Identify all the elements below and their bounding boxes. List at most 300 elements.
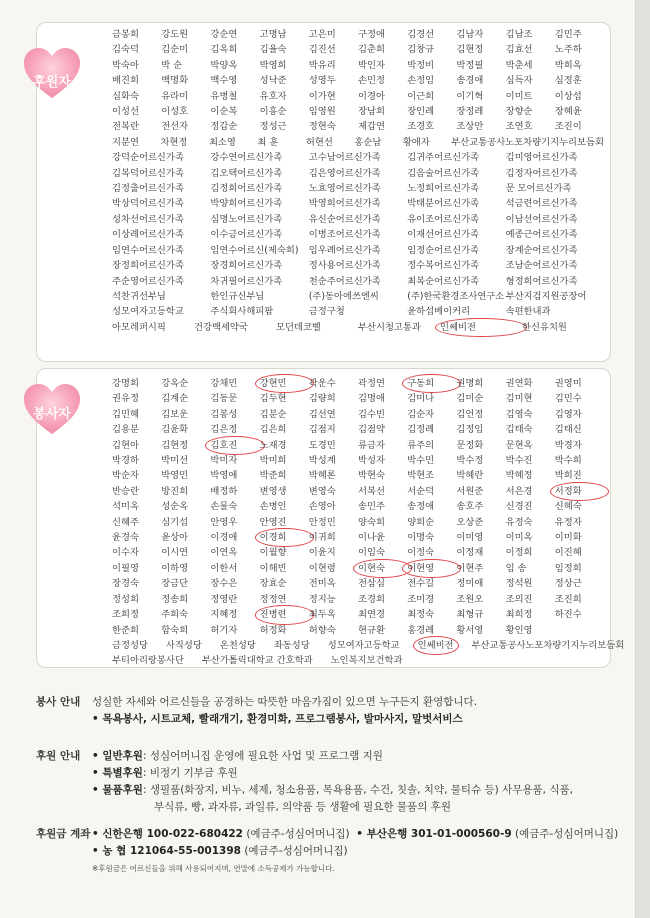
list-row — [112, 258, 604, 273]
list-item: 장효순 — [259, 578, 287, 590]
general-text: : 성심어머니집 운영에 필요한 사업 및 프로그램 지원 — [142, 750, 383, 762]
list-item: 정사용어르신가족 — [308, 260, 381, 272]
list-item: 정정연 — [259, 593, 287, 605]
donation-info — [36, 748, 573, 816]
list-item: 김창규 — [407, 44, 435, 56]
list-item: 인쎄비전 — [440, 320, 522, 335]
list-item: 이순복 — [210, 106, 238, 118]
list-item: 이미영 — [456, 532, 484, 544]
list-item: 김옥희 — [210, 44, 238, 56]
list-item: 조원오 — [456, 593, 484, 605]
goods-text-2: 부식류, 빵, 과자류, 과일류, 의약품 등 생활에 필요한 물품의 후원 — [154, 801, 451, 813]
list-row — [112, 150, 604, 165]
list-item: 장정희어르신가족 — [112, 260, 184, 272]
list-item: 박경자 — [554, 439, 582, 451]
list-item: 이미옥 — [505, 532, 533, 544]
bank2-holder: (예금주-성심어머니집) — [514, 828, 619, 840]
list-item: 임우례어르신가족 — [308, 244, 381, 256]
list-item: 인쎄비전 — [418, 638, 454, 653]
list-item: 조상만 — [456, 121, 484, 133]
list-item: 정수복어르신가족 — [407, 260, 480, 272]
list-item: 박혜론 — [308, 470, 336, 482]
list-item: 백명화 — [161, 75, 189, 87]
list-item: 이미화 — [554, 532, 582, 544]
list-item: 신혜주 — [112, 516, 139, 528]
list-item: 김민수 — [554, 393, 582, 405]
list-item: 윤경숙 — [112, 532, 139, 544]
list-row — [112, 196, 604, 211]
list-item: 김오택어르신가족 — [210, 167, 283, 179]
bank3-holder: (예금주-성심어머니집) — [244, 845, 348, 857]
list-item: 류주의 — [407, 439, 435, 451]
list-item: 주식회사해피팜 — [210, 306, 274, 318]
list-item: 김현정 — [161, 439, 189, 451]
list-item: 진병련 — [260, 607, 309, 622]
special-text: : 비정기 기부금 후원 — [142, 767, 238, 779]
bank3: • 농 협 121064-55-001398 — [92, 845, 241, 857]
list-item: 도경민 — [308, 439, 336, 451]
list-item: 문현옥 — [505, 439, 533, 451]
list-item: 박희진 — [554, 470, 582, 482]
list-item: 송정애 — [407, 501, 435, 513]
list-row — [112, 576, 604, 591]
list-row — [112, 391, 604, 406]
list-item: 권영미 — [554, 378, 582, 389]
list-row — [112, 212, 604, 227]
list-item: 김태숙 — [505, 424, 533, 436]
list-item: 김미영어르신가족 — [505, 152, 578, 164]
list-row — [112, 438, 604, 453]
list-row — [112, 638, 625, 653]
list-item: 변영숙 — [308, 485, 336, 497]
list-item: 온천성당 — [219, 639, 256, 651]
list-row — [112, 468, 604, 483]
list-item: 윤하섭베이커리 — [407, 306, 471, 318]
list-item: 유호자 — [259, 90, 287, 102]
list-item: 정미애 — [456, 578, 484, 590]
list-row — [112, 73, 604, 88]
list-item: 금봉희 — [112, 29, 139, 40]
list-row — [112, 42, 604, 57]
list-item: 박경하 — [112, 455, 139, 467]
volunteer-info — [36, 694, 477, 728]
list-item: 차현정 — [160, 136, 188, 148]
list-row — [112, 304, 604, 319]
list-row — [112, 227, 604, 242]
list-item: 최복순어르신가족 — [407, 275, 480, 287]
list-item: 부산교통공사노포차량기지누리보듬회 — [471, 639, 625, 651]
list-item: 유정자 — [554, 516, 582, 528]
list-item: 이가현 — [308, 90, 336, 102]
list-item: 유이조어르신가족 — [407, 213, 480, 225]
list-item: 박상덕어르신가족 — [112, 198, 184, 210]
list-row — [112, 27, 604, 42]
list-item: 조경희 — [358, 593, 385, 605]
list-row — [112, 623, 604, 638]
list-item: 조연호 — [505, 121, 533, 133]
list-item: 임연수어르신(제숙희) — [210, 244, 299, 256]
list-item: 홍순남 — [354, 136, 382, 148]
list-item: 장남희 — [358, 106, 385, 118]
list-item: 이병조어르신가족 — [308, 229, 381, 241]
list-item: 서순덕 — [407, 485, 435, 497]
list-item: 하진수 — [554, 609, 582, 621]
list-item: 안영진 — [259, 516, 287, 528]
list-item: 이경아 — [358, 90, 385, 102]
list-item: 손물숙 — [210, 501, 238, 513]
list-item: 임영원 — [308, 106, 336, 118]
list-item: 임정순어르신가족 — [407, 244, 480, 256]
page-edge — [635, 0, 650, 918]
list-item: 성모여자고등학교 — [112, 306, 184, 318]
list-item: 문정화 — [456, 439, 484, 451]
list-item: 지혜정 — [210, 609, 238, 621]
list-item: 김정자어르신가족 — [505, 167, 578, 179]
list-item: 박유리 — [308, 59, 336, 71]
list-row — [112, 607, 604, 622]
list-item: 서정화 — [555, 484, 604, 499]
list-item: 배진희 — [112, 75, 139, 87]
list-item: 고수남어르신가족 — [308, 152, 381, 164]
list-item: 석미옥 — [112, 501, 139, 513]
list-row — [112, 166, 604, 181]
list-row — [112, 181, 604, 196]
list-item: 김정희어르신가족 — [210, 183, 283, 195]
list-item: 손민정 — [358, 75, 385, 87]
list-item: 신경진 — [505, 501, 533, 513]
list-item: 속편한내과 — [505, 306, 551, 318]
list-row — [112, 653, 604, 668]
list-item: 김음술어르신가족 — [407, 167, 480, 179]
list-item: 전삼심 — [358, 578, 385, 590]
list-item: 석찬귀선부님 — [112, 290, 166, 302]
list-item: 노인복지보건학과 — [330, 655, 403, 667]
list-item: 장금단 — [161, 578, 189, 590]
list-item: 박정비 — [407, 59, 435, 71]
list-item: 함숙희 — [161, 624, 189, 636]
list-item: 박양옥 — [210, 59, 238, 71]
list-item: 정갑순 — [210, 121, 238, 133]
list-row — [112, 119, 604, 134]
list-item: 이정희 — [505, 547, 533, 559]
list-row — [112, 274, 604, 289]
list-row — [112, 453, 604, 468]
list-item: 장경희어르신가족 — [210, 260, 283, 272]
list-item: 장인례 — [407, 106, 435, 118]
list-row — [112, 407, 604, 422]
list-item: 백수영 — [210, 75, 238, 87]
list-item: 예종근어르신가족 — [505, 229, 578, 241]
list-item: 허현선 — [305, 136, 333, 148]
list-item: 이진혜 — [554, 547, 582, 559]
highlight-circle — [435, 318, 527, 337]
list-item: 노주하 — [554, 44, 582, 56]
list-item: 김태신 — [554, 424, 582, 436]
list-item: 구정애 — [358, 29, 385, 40]
list-row — [112, 592, 604, 607]
list-item: 한신유치원 — [522, 321, 567, 333]
list-item: (주)동아에쓰엔씨 — [308, 290, 379, 302]
list-item: 박준희 — [259, 470, 287, 482]
list-item: 부산시청고통과 — [358, 321, 421, 333]
list-item: 정지능 — [308, 593, 336, 605]
list-item: 김은정 — [210, 424, 238, 436]
list-item: 조남순어르신가족 — [505, 260, 578, 272]
donors-list — [112, 27, 604, 335]
list-item: 박미희 — [259, 455, 287, 467]
list-item: 이경애 — [210, 532, 238, 544]
list-item: 이해빈 — [259, 562, 287, 574]
list-item: 박영민 — [161, 470, 189, 482]
list-item: 강현민 — [260, 376, 309, 391]
volunteer-info-items: • 목욕봉사, 시트교체, 빨래개기, 환경미화, 프로그램봉사, 발마사지, 말벗서비스 — [92, 713, 463, 725]
list-item: 장계순어르신가족 — [505, 244, 578, 256]
list-item: 박미선 — [161, 455, 189, 467]
list-item: 박희옥 — [554, 59, 582, 71]
list-item: 서은경 — [505, 485, 533, 497]
list-item: 김두현 — [259, 393, 287, 405]
list-item: 김언정 — [456, 408, 484, 420]
list-item: 서원준 — [456, 485, 484, 497]
list-item: 박순자 — [112, 470, 139, 482]
list-item: 유정숙 — [505, 516, 533, 528]
list-item: 김복덕어르신가족 — [112, 167, 184, 179]
list-item: 박영애 — [210, 470, 238, 482]
list-item: 주희숙 — [161, 609, 189, 621]
list-item: 조진이 — [554, 121, 582, 133]
list-item: (주)한국환경조사연구소 — [407, 290, 505, 302]
list-item: 이현영 — [407, 561, 456, 576]
list-row — [112, 515, 604, 530]
list-item: 건강백세약국 — [194, 321, 248, 333]
list-item: 김정례 — [407, 424, 435, 436]
list-row — [112, 320, 604, 335]
list-item: 이근희 — [407, 90, 435, 102]
list-item: 정현숙 — [308, 121, 336, 133]
list-item: 김남조 — [505, 29, 533, 40]
list-item: 이기혁 — [456, 90, 484, 102]
list-item: 김호진 — [210, 438, 259, 453]
list-item: 이월향 — [259, 547, 287, 559]
list-item: 최두옥 — [308, 609, 336, 621]
list-item: 이수자 — [112, 547, 139, 559]
list-item: 강덕순어르신가족 — [112, 152, 184, 164]
list-item: 전복란 — [112, 121, 139, 133]
list-item: 양숙희 — [358, 516, 385, 528]
bank2: • 부산은행 301-01-000560-9 — [356, 828, 512, 840]
list-item: 김윤화 — [161, 424, 189, 436]
list-item: 박숙아 — [112, 59, 139, 71]
list-item: 장정례 — [456, 106, 484, 118]
list-row — [112, 243, 604, 258]
donation-info-label: 후원 안내 — [36, 750, 81, 762]
list-item: 고은미 — [308, 29, 336, 40]
list-item: 황인영 — [505, 624, 533, 636]
list-item: 최 훈 — [257, 136, 279, 148]
list-item: 박성자 — [358, 455, 385, 467]
list-item: 최형규 — [456, 609, 484, 621]
list-item: 강옥순 — [161, 378, 189, 389]
list-item: 김남자 — [456, 29, 484, 40]
list-item: 김은희 — [259, 424, 287, 436]
list-item: 홍경례 — [407, 624, 435, 636]
list-item: 이정숙 — [407, 547, 435, 559]
list-item: 박현숙 — [358, 470, 385, 482]
list-item: 방진희 — [161, 485, 189, 497]
list-item: 서복선 — [358, 485, 385, 497]
list-item: 전미옥 — [308, 578, 336, 590]
list-item: 김은영어르신가족 — [308, 167, 381, 179]
list-item: 허정화 — [259, 624, 287, 636]
list-item: 심득자 — [505, 75, 533, 87]
list-item: 박춘세 — [505, 59, 533, 71]
list-item: 주순영어르신가족 — [112, 275, 184, 287]
list-item: 박미자 — [210, 455, 238, 467]
list-item: 이나윤 — [358, 532, 385, 544]
list-item: 권명희 — [456, 378, 484, 389]
list-row — [112, 376, 604, 391]
list-item: 박수희 — [554, 455, 582, 467]
list-item: 김량희 — [308, 393, 336, 405]
list-item: 박인자 — [358, 59, 385, 71]
list-item: 손영아 — [308, 501, 336, 513]
list-item: 강채민 — [210, 378, 238, 389]
list-item: 이수금어르신가족 — [210, 229, 283, 241]
list-item: 이경희 — [260, 530, 309, 545]
list-item: 김정임 — [456, 424, 484, 436]
goods-title: • 물품후원 — [92, 784, 143, 796]
list-item: 성차선어르신가족 — [112, 213, 184, 225]
list-item: 최희정 — [505, 609, 533, 621]
list-item: 손정임 — [407, 75, 435, 87]
list-item: 김정출어르신가족 — [112, 183, 184, 195]
list-item: 전수길 — [407, 578, 435, 590]
list-item: 허향숙 — [308, 624, 336, 636]
list-item: 구동희 — [407, 376, 456, 391]
list-item: 김영자 — [554, 408, 582, 420]
list-item: 이현령 — [308, 562, 336, 574]
list-row — [112, 104, 604, 119]
list-item: 이남선어르신가족 — [505, 213, 578, 225]
list-item: 성낙준 — [259, 75, 287, 87]
list-item: 이상섭 — [554, 90, 582, 102]
list-item: 최소영 — [208, 136, 236, 148]
list-item: 황애자 — [402, 136, 430, 148]
list-item: 이정재 — [456, 547, 484, 559]
list-item: 유병철 — [210, 90, 238, 102]
list-row — [112, 561, 604, 576]
list-item: 심화숙 — [112, 90, 139, 102]
list-item: 김진선 — [308, 44, 336, 56]
list-item: 곽운수 — [308, 378, 336, 389]
list-item: 김보운 — [161, 408, 189, 420]
list-item: 강도원 — [161, 29, 189, 40]
list-item: 송경애 — [456, 75, 484, 87]
list-item: 박수정 — [456, 455, 484, 467]
list-item: 좌동성당 — [273, 639, 310, 651]
list-item: 이하영 — [161, 562, 189, 574]
list-item: 이성선 — [112, 106, 139, 118]
list-item: 류금자 — [358, 439, 385, 451]
account-info — [36, 826, 618, 877]
list-item: 이시연 — [161, 547, 189, 559]
donors-label: 후원자 — [33, 75, 71, 90]
list-item: 안정민 — [308, 516, 336, 528]
list-item: 정상근 — [554, 578, 582, 590]
list-item: 유신순어르신가족 — [308, 213, 381, 225]
list-item — [555, 623, 604, 638]
list-item: 곽정연 — [358, 378, 385, 389]
special-title: • 특별후원 — [92, 767, 143, 779]
list-item: 정영란 — [210, 593, 238, 605]
list-item: 권연화 — [505, 378, 533, 389]
list-item: 노정희어르신가족 — [407, 183, 480, 195]
list-item: 이필영 — [112, 562, 139, 574]
list-item: 김숙덕 — [112, 44, 139, 56]
list-item: 김민혜 — [112, 408, 139, 420]
list-item: 임연수어르신가족 — [112, 244, 184, 256]
list-item: 이한서 — [210, 562, 238, 574]
volunteers-list — [112, 376, 625, 669]
bank1-holder: (예금주-성심어머니집) — [246, 828, 350, 840]
list-item: 이임숙 — [358, 547, 385, 559]
list-item: 손병인 — [259, 501, 287, 513]
list-row — [112, 545, 604, 560]
list-item: 오상준 — [456, 516, 484, 528]
list-item: 조희정 — [112, 609, 139, 621]
list-item: 박성계 — [308, 455, 336, 467]
list-item: 박영희 — [259, 59, 287, 71]
list-item: 문 모어르신가족 — [505, 183, 572, 195]
list-row — [112, 289, 604, 304]
list-item: 김영숙 — [505, 408, 533, 420]
list-item: 임정희 — [554, 562, 582, 574]
list-item: 금정구청 — [308, 306, 345, 318]
list-item: 김율숙 — [259, 44, 287, 56]
list-item: 조미경 — [407, 593, 435, 605]
list-item: 김계순 — [161, 393, 189, 405]
list-item: 장혜윤 — [554, 106, 582, 118]
list-item: 김점약 — [358, 424, 385, 436]
list-item: 김점지 — [308, 424, 336, 436]
list-item: 이상례어르신가족 — [112, 229, 184, 241]
list-item: 지분연 — [112, 136, 139, 148]
list-row — [112, 89, 604, 104]
list-item: 유라미 — [161, 90, 189, 102]
list-row — [112, 499, 604, 514]
list-item: 김민주 — [554, 29, 582, 40]
list-row — [112, 530, 604, 545]
list-item: 심기섭 — [161, 516, 189, 528]
list-item: 김수빈 — [358, 408, 385, 420]
list-item: 한인규신부님 — [210, 290, 265, 302]
list-item: 김미현 — [505, 393, 533, 405]
list-item: 천순주어르신가족 — [308, 275, 381, 287]
list-item: 김봉성 — [210, 408, 238, 420]
list-item: 현규환 — [358, 624, 385, 636]
list-item: 임 송 — [505, 562, 527, 574]
list-item: 윤상아 — [161, 532, 189, 544]
list-item: 김효선 — [505, 44, 533, 56]
list-item: 변영생 — [259, 485, 287, 497]
list-item: 김미순 — [456, 393, 484, 405]
list-item: 안영우 — [210, 516, 238, 528]
list-item: 부티아리랑봉사단 — [112, 655, 184, 667]
list-item: 이현주 — [456, 562, 484, 574]
list-item: 노효영어르신가족 — [308, 183, 381, 195]
list-item: 노재경 — [259, 439, 287, 451]
list-item: 부산가톨릭대학교 간호학과 — [201, 655, 313, 667]
